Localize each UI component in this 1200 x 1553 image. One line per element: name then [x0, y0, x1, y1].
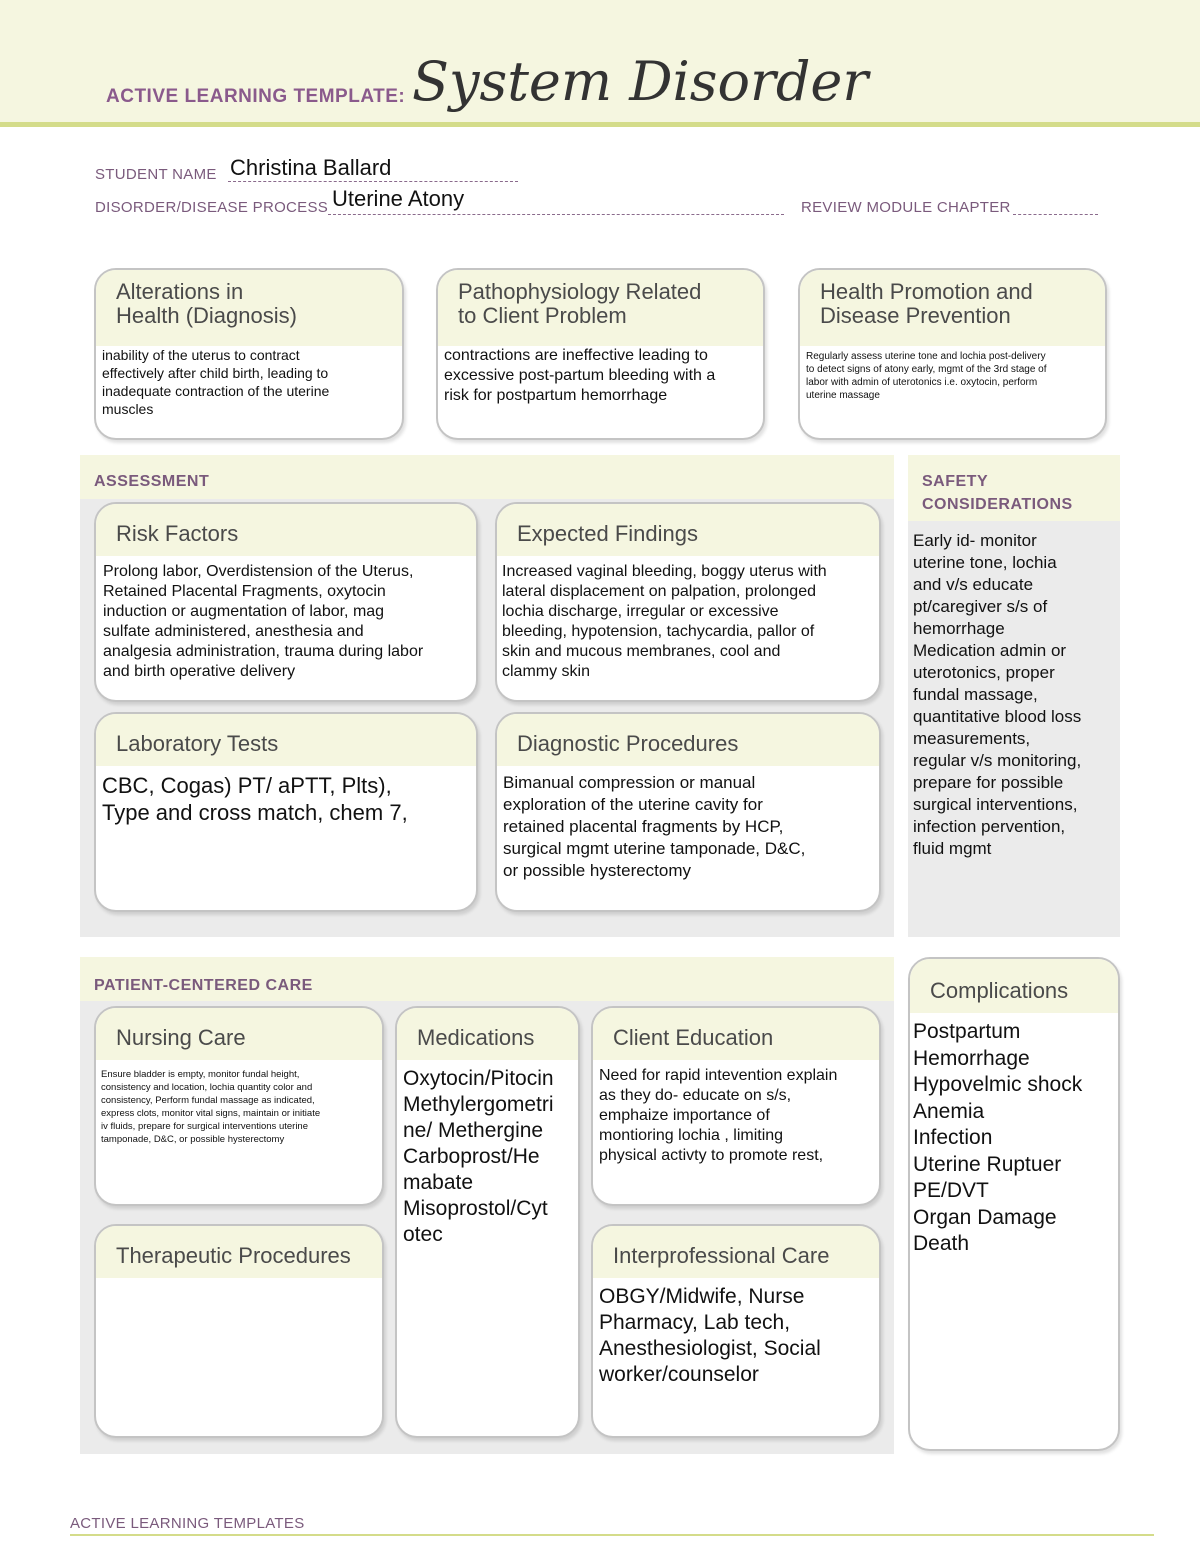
risk-factors-text[interactable]: Prolong labor, Overdistension of the Uterus, Retained Placental Fragments, oxytocin induction or augmentation of labor, mag sulfate administered, anesthesia and analgesia administration, trauma during labor and birth operative delivery — [103, 563, 424, 680]
pathophysiology-title: Pathophysiology Related to Client Problem — [438, 270, 763, 346]
alterations-title: Alterations in Health (Diagnosis) — [96, 270, 402, 346]
disorder-field[interactable]: Uterine Atony — [332, 186, 465, 211]
footer-rule — [70, 1534, 1154, 1536]
assessment-title: ASSESSMENT — [94, 473, 210, 490]
health-promotion-text[interactable]: Regularly assess uterine tone and lochia post-delivery to detect signs of atony early, mgmt of the 3rd stage of labor with admin of uterotonics i.e. oxytocin, perform uterine massage — [806, 351, 1047, 401]
review-module-field[interactable] — [1013, 214, 1098, 215]
student-name-field[interactable]: Christina Ballard — [230, 155, 392, 180]
template-label: ACTIVE LEARNING TEMPLATE: — [106, 86, 406, 107]
header-rule — [0, 122, 1200, 127]
student-name-label: STUDENT NAME — [95, 166, 217, 183]
complications-text[interactable]: Postpartum Hemorrhage Hypovelmic shock Anemia Infection Uterine Ruptuer PE/DVT Organ Damage Death — [913, 1020, 1083, 1255]
therapeutic-procedures-title: Therapeutic Procedures — [96, 1226, 382, 1278]
medications-text[interactable]: Oxytocin/Pitocin Methylergometri ne/ Methergine Carboprost/He mabate Misoprostol/Cyt otec — [403, 1067, 554, 1246]
pathophysiology-card — [436, 268, 765, 440]
interprofessional-care-text[interactable]: OBGY/Midwife, Nurse Pharmacy, Lab tech, Anesthesiologist, Social worker/counselor — [599, 1285, 821, 1386]
disorder-line — [328, 214, 784, 215]
alterations-card — [94, 268, 404, 440]
expected-findings-text[interactable]: Increased vaginal bleeding, boggy uterus with lateral displacement on palpation, prolonged lochia discharge, irregular or excessive bleeding, hypotension, tachycardia, pallor of skin and mucous membranes, cool and clammy skin — [502, 563, 827, 680]
safety-text[interactable]: Early id- monitor uterine tone, lochia and v/s educate pt/caregiver s/s of hemorrhage Medication admin or uterotonics, proper fundal massage, quantitative blood loss measurements, regular v/s monitoring, prepare for possible surgical interventions, infection pervention, fluid mgmt — [913, 531, 1082, 858]
laboratory-tests-title: Laboratory Tests — [96, 714, 476, 766]
disorder-label: DISORDER/DISEASE PROCESS — [95, 199, 329, 216]
laboratory-tests-text[interactable]: CBC, Cogas) PT/ aPTT, Plts), Type and cross match, chem 7, — [102, 773, 408, 825]
client-education-card — [591, 1006, 881, 1206]
health-promotion-card — [798, 268, 1107, 440]
diagnostic-procedures-text[interactable]: Bimanual compression or manual exploration of the uterine cavity for retained placental fragments by HCP, surgical mgmt uterine tamponade, D&C, or possible hysterectomy — [503, 773, 806, 880]
health-promotion-title: Health Promotion and Disease Prevention — [800, 270, 1105, 346]
student-name-line — [228, 181, 518, 182]
nursing-care-title: Nursing Care — [96, 1008, 382, 1060]
safety-title: SAFETY CONSIDERATIONS — [922, 473, 1073, 513]
complications-card — [908, 957, 1120, 1451]
expected-findings-card — [495, 502, 881, 702]
risk-factors-card — [94, 502, 478, 702]
therapeutic-procedures-card — [94, 1224, 384, 1438]
interprofessional-care-title: Interprofessional Care — [593, 1226, 879, 1278]
patient-care-title: PATIENT-CENTERED CARE — [94, 977, 313, 994]
laboratory-tests-card — [94, 712, 478, 912]
medications-card — [395, 1006, 580, 1438]
nursing-care-card — [94, 1006, 384, 1206]
expected-findings-title: Expected Findings — [497, 504, 879, 556]
nursing-care-text[interactable]: Ensure bladder is empty, monitor fundal height, consistency and location, lochia quantity color and consistency, Perform fundal massage as indicated, express clots, monitor vital signs, maintain or initiate iv fluids, prepare for surgical interventions uterine tamponade, D&C, or possible hysterectomy — [101, 1069, 321, 1145]
diagnostic-procedures-title: Diagnostic Procedures — [497, 714, 879, 766]
medications-title: Medications — [397, 1008, 578, 1060]
therapeutic-procedures-text[interactable] — [96, 1278, 382, 1290]
risk-factors-title: Risk Factors — [96, 504, 476, 556]
interprofessional-care-card — [591, 1224, 881, 1438]
client-education-title: Client Education — [593, 1008, 879, 1060]
alterations-text[interactable]: inability of the uterus to contract effectively after child birth, leading to inadequate contraction of the uterine muscles — [102, 347, 330, 417]
footer-text: ACTIVE LEARNING TEMPLATES — [70, 1515, 305, 1532]
complications-title: Complications — [910, 959, 1118, 1013]
template-title: System Disorder — [412, 50, 869, 113]
client-education-text[interactable]: Need for rapid intevention explain as they do- educate on s/s, emphaize importance of montioring lochia , limiting physical activty to promote rest, — [599, 1067, 838, 1164]
pathophysiology-text[interactable]: contractions are ineffective leading to excessive post-partum bleeding with a risk for postpartum hemorrhage — [444, 347, 716, 404]
review-module-label: REVIEW MODULE CHAPTER — [801, 199, 1011, 216]
diagnostic-procedures-card — [495, 712, 881, 912]
